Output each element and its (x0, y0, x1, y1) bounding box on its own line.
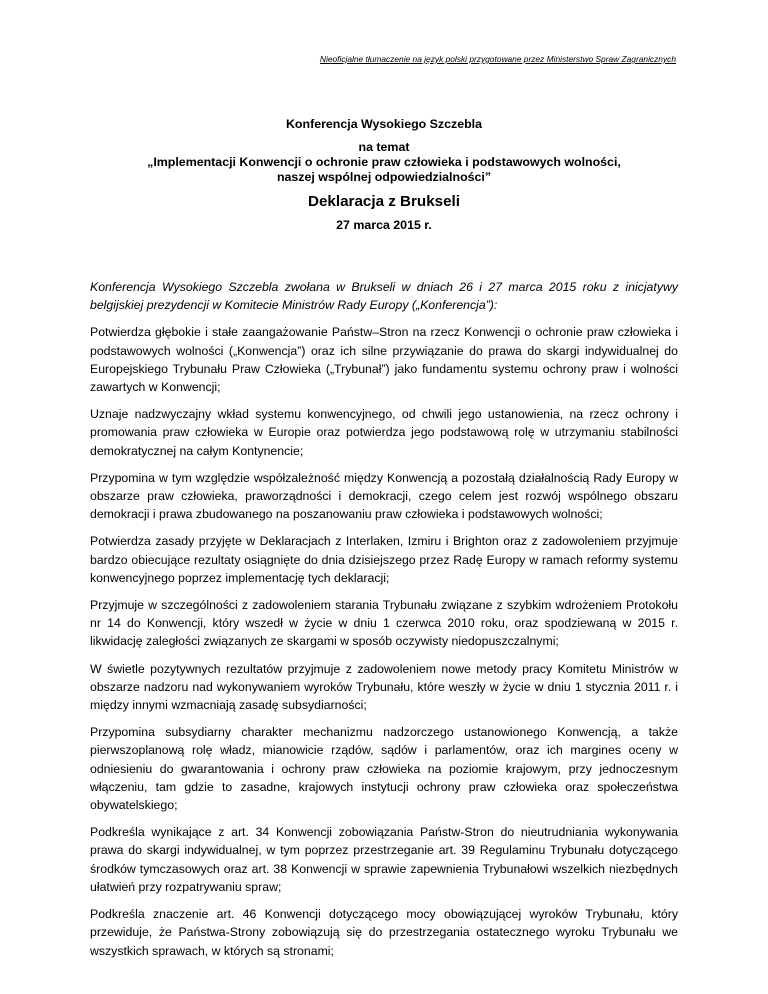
paragraph: Przypomina w tym względzie współzależność między Konwencją a pozostałą działalnością Rady Europy w obszarze praw człowieka, praworządności i demokracji, czego celem jest rozwój wspólnego obszaru demokracji i prawa zbudowanego na poszanowaniu praw człowieka i podstawowych wolności; (90, 470, 678, 522)
topic-line-2: naszej wspólnej odpowiedzialności” (276, 170, 492, 184)
paragraph: Potwierdza zasady przyjęte w Deklaracjach z Interlaken, Izmiru i Brighton oraz z zadowoleniem przyjmuje bardzo obiecujące rezultaty osiągnięte do dnia dzisiejszego przez Radę Europy w ramach reformy systemu konwencyjnego poprzez implementację tych deklaracji; (90, 534, 678, 585)
paragraph: Uznaje nadzwyczajny wkład systemu konwencyjnego, od chwili jego ustanowienia, na rzecz ochrony i promowania praw człowieka w Europie oraz potwierdza jego podstawową rolę w utrzymaniu stabilności demokratycznej na całym Kontynencie; (90, 407, 678, 458)
paragraph: Przypomina subsydiarny charakter mechanizmu nadzorczego ustanowionego Konwencją, a także pierwszoplanową rolę władz, mianowicie rządów, sądów i parlamentów, oraz ich margines oceny w odniesieniu do gwarantowania i ochrony praw człowieka na poziomie krajowym, przy jednoczesnym włączeniu, tam gdzie to zasadne, krajowych instytucji ochrony praw człowieka oraz społeczeństwa obywatelskiego; (90, 725, 678, 813)
paragraph: Przyjmuje w szczególności z zadowoleniem starania Trybunału związane z szybkim wdrożeniem Protokołu nr 14 do Konwencji, który wszedł w życie w dniu 1 czerwca 2010 roku, oraz spodziewaną w 2015 r. likwidację zaległości związanych ze skargami w sposób oczywisty niedopuszczalnymi; (90, 598, 678, 649)
declaration-date: 27 marca 2015 r. (336, 218, 432, 232)
translation-note: Nieoficjalne tłumaczenie na język polski przygotowane przez Ministerstwo Spraw Zagranicznych (319, 54, 676, 64)
on-topic-label: na temat (358, 140, 410, 154)
paragraph: W świetle pozytywnych rezultatów przyjmuje z zadowoleniem nowe metody pracy Komitetu Ministrów w obszarze nadzoru nad wykonywaniem wyroków Trybunału, które weszły w życie w dniu 1 stycznia 2011 r. i między innymi wzmacniają zasadę subsydiarności; (90, 661, 678, 713)
paragraph: Podkreśla wynikające z art. 34 Konwencji zobowiązania Państw-Stron do nieutrudniania wykonywania prawa do skargi indywidualnej, w tym poprzez przestrzeganie art. 39 Regulaminu Trybunału dotyczącego środków tymczasowych oraz art. 38 Konwencji w sprawie zapewnienia Trybunałowi wszelkich niezbędnych ułatwień przy rozpatrywaniu spraw; (90, 825, 678, 894)
declaration-title: Deklaracja z Brukseli (308, 193, 460, 210)
topic-line-1: „Implementacji Konwencji o ochronie praw człowieka i podstawowych wolności, (147, 155, 621, 169)
declaration-body (90, 278, 678, 969)
intro-paragraph: Konferencja Wysokiego Szczebla zwołana w Brukseli w dniach 26 i 27 marca 2015 roku z inicjatywy belgijskiej prezydencji w Komitecie Ministrów Rady Europy („Konferencja”): (90, 280, 678, 313)
paragraph: Podkreśla znaczenie art. 46 Konwencji dotyczącego mocy obowiązującej wyroków Trybunału, który przewiduje, że Państwa-Strony zobowiązują się do przestrzegania ostatecznego wyroku Trybunału we wszystkich sprawach, w których są stronami; (90, 907, 678, 958)
conference-title: Konferencja Wysokiego Szczebla (285, 117, 483, 131)
paragraph: Potwierdza głębokie i stałe zaangażowanie Państw–Stron na rzecz Konwencji o ochronie praw człowieka i podstawowych wolności („Konwencja”) oraz ich silne przywiązanie do prawa do skargi indywidualnej do Europejskiego Trybunału Praw Człowieka („Trybunał”) jako fundamentu systemu ochrony praw i wolności zawartych w Konwencji; (90, 325, 678, 395)
